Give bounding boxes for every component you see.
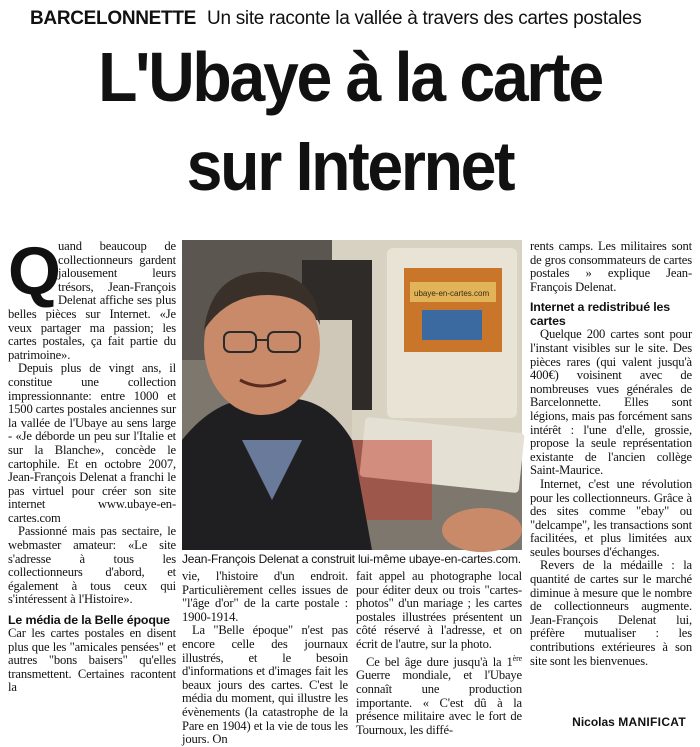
byline-first: Nicolas <box>572 715 615 729</box>
paragraph: Quelque 200 cartes sont pour l'instant visibles sur le site. Des pièces rares (qui valent jusqu'à 400€) voisinent avec de nombreuses vues générales de Barcelonnette. Elles sont légions, mais pas forcément sans intérêt : l'une d'elle, grossie, propose la seule représentation existante de l'ancien collège Saint-Maurice. <box>530 327 692 478</box>
paragraph: Revers de la médaille : la quantité de cartes sur le marché diminue à mesure que le nombre de collectionneurs augmente. Jean-François Delenat lui, préfère mutualiser : les contributions extérieures à son site sont les bienvenues. <box>530 558 692 668</box>
paragraph: La "Belle époque" n'est pas encore celle des journaux illustrés, et le besoin d'informations et d'images fait les beaux jours des cartes. C'est le média du moment, qui illustre les évènements (la catastrophe de la Pare en 1904) et la vie de tous les jours. On <box>182 623 348 747</box>
article-column-4 <box>530 240 692 668</box>
dropcap: Q <box>8 233 61 309</box>
superscript: ère <box>512 653 522 663</box>
monitor-url: ubaye-en-cartes.com <box>414 289 490 298</box>
kicker <box>30 7 680 31</box>
headline-line1: L'Ubaye à la carte <box>98 38 602 116</box>
article-column-3 <box>356 570 522 737</box>
byline-last: MANIFICAT <box>618 715 686 729</box>
kicker-subtitle: Un site raconte la vallée à travers des cartes postales <box>207 8 642 29</box>
article-column-1 <box>8 233 176 695</box>
paragraph: rents camps. Les militaires sont de gros consommateurs de cartes postales » explique Jean-François Delenat. <box>530 239 692 294</box>
subhead-internet: Internet a redistribué les cartes <box>530 300 671 329</box>
paragraph: Internet, c'est une révolution pour les collectionneurs. Grâce à des sites comme "ebay" ou "delcampe", les transactions sont facilitées, et plus limitées aux seules bourses d'échanges. <box>530 476 692 559</box>
article-column-2 <box>182 570 348 747</box>
lead-paragraph <box>8 233 176 362</box>
paragraph-part: Guerre mondiale, et l'Ubaye connaît une production importante. « C'est dû à la présence militaire avec le fort de Tournoux, les diffé- <box>356 668 522 737</box>
photo-illustration <box>182 240 522 550</box>
byline <box>572 715 686 729</box>
paragraph: fait appel au photographe local pour éditer deux ou trois "cartes-photos" d'un mariage ; les cartes postales illustrées présentent un côté réservé à l'adresse, et on écrit de l'autre, sur la photo. <box>356 569 522 651</box>
paragraph <box>356 652 522 738</box>
paragraph: vie, l'histoire d'un endroit. Particulièrement celles issues de "l'âge d'or" de la carte postale : 1900-1914. <box>182 569 348 624</box>
kicker-place: BARCELONNETTE <box>30 8 197 29</box>
photo-caption: Jean-François Delenat a construit lui-même ubaye-en-cartes.com. <box>182 552 521 566</box>
paragraph: Passionné mais pas sectaire, le webmaster amateur: «Le site s'adresse à tous les collectionneurs d'abord, et également à tous ceux qui s'intéressent à l'Histoire». <box>8 524 176 607</box>
paragraph: Depuis plus de vingt ans, il constitue une collection impressionnante: entre 1000 et 1500 cartes postales anciennes sur la vallée de l'Ubaye au sens large - «Je déborde un peu sur l'Italie et sur la Blanche», concède le cartophile. Et en octobre 2007, Jean-François Delenat a franchi le pas virtuel pour créer son site internet www.ubaye-en-cartes.com <box>8 361 176 525</box>
paragraph-part: Ce bel âge dure jusqu'à la 1 <box>366 654 513 669</box>
paragraph: Car les cartes postales en disent plus que les "amicales pensées" et autres "bons baisers" qu'elles transmettent. Certaines racontent la <box>8 626 176 695</box>
lead-text: uand beaucoup de collectionneurs gardent jalousement leurs trésors, Jean-François Delenat affiche ses plus belles pièces sur Internet. «Je veux partager ma passion; les cartes postales, ça fait partie du patrimoine». <box>8 239 176 362</box>
headline-line2: sur Internet <box>186 127 514 205</box>
article-photo <box>182 240 522 550</box>
subhead-belle-epoque: Le média de la Belle époque <box>8 613 170 628</box>
